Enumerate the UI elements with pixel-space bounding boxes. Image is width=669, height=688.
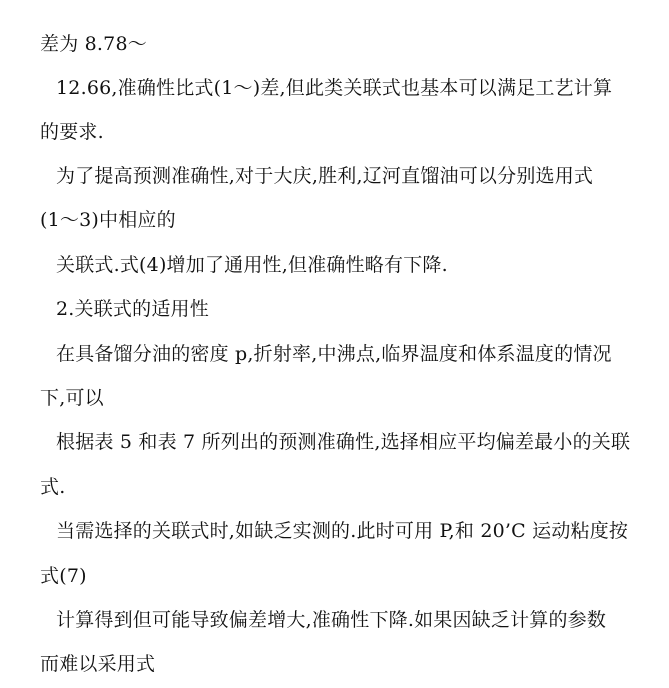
text-line-12: 当需选择的关联式时,如缺乏实测的.此时可用 P,和 20’C 运动粘度按 bbox=[56, 520, 629, 542]
text-line-6: 关联式.式(4)增加了通用性,但准确性略有下降. bbox=[56, 254, 448, 276]
text-line-2: 12.66,准确性比式(1～)差,但此类关联式也基本可以满足工艺计算 bbox=[56, 77, 613, 99]
text-line-11: 式. bbox=[40, 476, 66, 498]
text-line-3: 的要求. bbox=[40, 121, 104, 143]
text-line-15: 而难以采用式 bbox=[40, 653, 156, 675]
text-line-4: 为了提高预测准确性,对于大庆,胜利,辽河直馏油可以分别选用式 bbox=[56, 165, 594, 187]
text-line-14: 计算得到但可能导致偏差增大,准确性下降.如果因缺乏计算的参数 bbox=[56, 609, 607, 631]
text-line-10: 根据表 5 和表 7 所列出的预测准确性,选择相应平均偏差最小的关联 bbox=[56, 431, 631, 453]
text-line-8: 在具备馏分油的密度 p,折射率,中沸点,临界温度和体系温度的情况 bbox=[56, 343, 612, 365]
section-heading: 2.关联式的适用性 bbox=[56, 298, 209, 320]
text-line-5: (1～3)中相应的 bbox=[40, 209, 176, 231]
text-line-9: 下,可以 bbox=[40, 387, 104, 409]
text-line-1: 差为 8.78～ bbox=[40, 33, 147, 55]
text-line-13: 式(7) bbox=[40, 565, 87, 587]
